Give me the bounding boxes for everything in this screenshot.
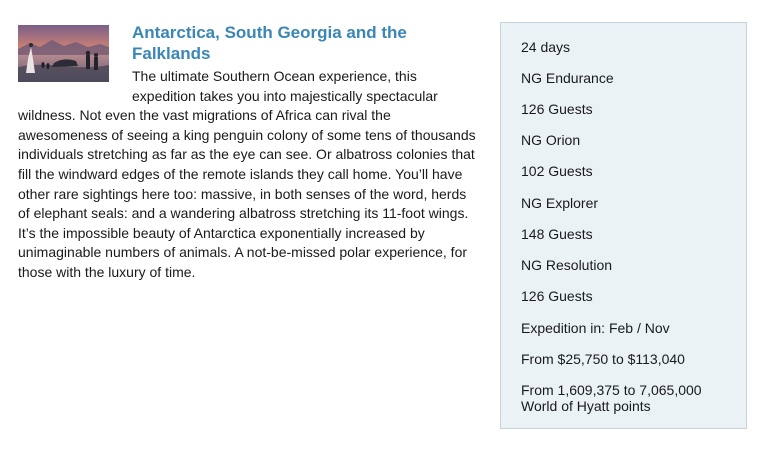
ship-name: NG Resolution	[521, 257, 613, 273]
ship-name: NG Explorer	[521, 195, 599, 211]
points-label: World of Hyatt points	[521, 398, 651, 414]
points-range: From 1,609,375 to 7,065,000	[521, 382, 702, 398]
ship-name: NG Orion	[521, 132, 581, 148]
ship-guests: 148 Guests	[521, 226, 593, 242]
ship-name: NG Endurance	[521, 70, 614, 86]
trip-description-text: The ultimate Southern Ocean experience, this expedition takes you into majestically spectacular wildness. Not even the vast migrations of Africa can rival the awesomeness of seeing a king penguin colony of some tens of thousands individuals stretching as far as the eye can see. Or albatross colonies that fill the windward edges of the remote islands they call home. You’ll have other rare sightings here too: massive, in both senses of the word, herds of elephant seals: and a wandering albatross stretching its 11-foot wings. It’s the impossible beauty of Antarctica exponentially increased by unimaginable numbers of animals. A not-be-missed polar experience, for those with the luxury of time.	[18, 68, 476, 280]
trip-description	[18, 67, 478, 283]
image-wrap-spacer	[18, 67, 132, 101]
ship-guests: 126 Guests	[521, 288, 593, 304]
trip-duration: 24 days	[521, 39, 571, 55]
ship-guests: 102 Guests	[521, 163, 593, 179]
expedition-season: Expedition in: Feb / Nov	[521, 320, 670, 336]
trip-title[interactable]: Antarctica, South Georgia and the Falklands	[132, 23, 407, 63]
ship-guests: 126 Guests	[521, 101, 593, 117]
hyatt-points	[521, 382, 734, 414]
price-range: From $25,750 to $113,040	[521, 351, 685, 367]
trip-details-panel	[500, 22, 747, 429]
